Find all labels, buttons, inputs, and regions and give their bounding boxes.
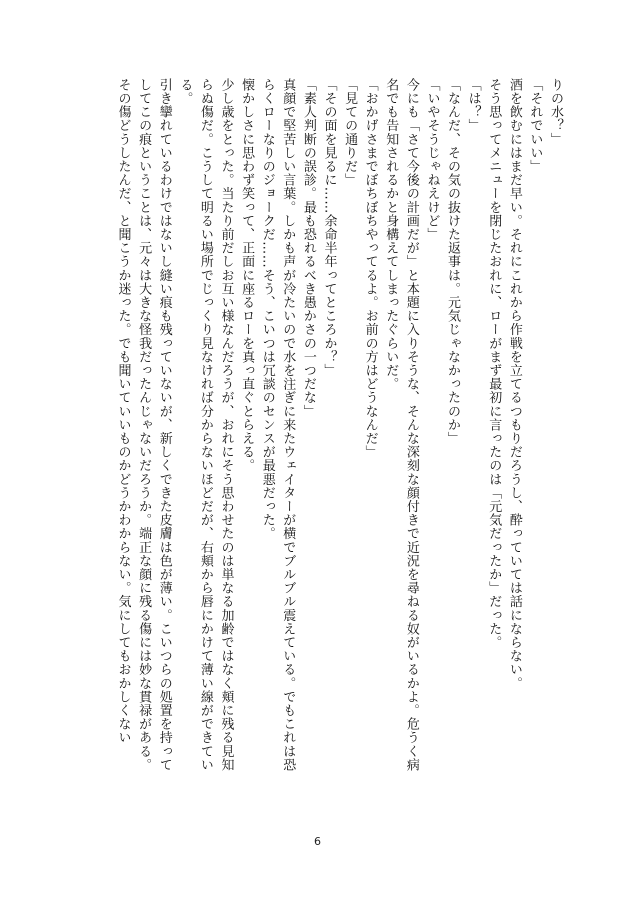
text-line: 「素人判断の誤診。最も恐れるべき愚かさの一つだな」 bbox=[300, 78, 316, 418]
text-line: りの水？」 bbox=[548, 78, 563, 146]
text-line: 「その面を見るに……余命半年ってところか？」 bbox=[321, 78, 337, 378]
text-line: 今にも「さて今後の計画だが」と本題に入りそうな、そんな深刻な顔付きで近況を尋ねる奴がいるかよ。危うく病名でも告知されるかと身構えてしまったぐらいだ。 bbox=[383, 78, 419, 772]
text-line: 「それでいい」 bbox=[527, 78, 543, 174]
text-line: 少し歳をとった。当たり前だしお互い様なんだろうが、おれにそう思わせたのは単なる加齢ではなく頬に残る見知らぬ傷だ。こうして明るい場所でじっくり見なければ分からないほどだが、右頬から唇にかけて薄い線ができている。 bbox=[177, 78, 234, 772]
text-line: 真顔で堅苦しい言葉。しかも声が冷たいので水を注ぎに来たウェイターが横でブルブル震えている。でもこれは恐らくローなりのジョークだ……そう、こいつは冗談のセンスが最悪だった。 bbox=[259, 78, 296, 772]
text-line: 懐かしさに思わず笑って、正面に座るローを真っ直ぐとらえる。 bbox=[239, 78, 255, 473]
text-line: 「見ての通りだ」 bbox=[342, 78, 358, 187]
text-line: そう思ってメニューを閉じたおれに、ローがまず最初に言ったのは「元気だったか」だった。 bbox=[486, 78, 502, 650]
text-line: 「なんだ、その気の抜けた返事は。元気じゃなかったのか」 bbox=[445, 78, 461, 446]
text-line: 酒を飲むにはまだ早い。それにこれから作戦を立てるつもりだろうし、酔っていては話にならない。 bbox=[506, 78, 522, 690]
text-line: 「は？」 bbox=[465, 78, 481, 133]
text-line: 引き攣れているわけではないし縫い痕も残っていないが、新しくできた皮膚は色が薄い。こいつらの処置を持ってしてこの痕ということは、元々は大きな怪我だったんじゃないだろうか。端正な顔に残る傷には妙な貫禄がある。 bbox=[136, 78, 172, 772]
text-line: 「いやそうじゃねえけど」 bbox=[424, 78, 440, 242]
text-line: その傷どうしたんだ、と聞こうか迷った。でも聞いていいものかどうかわからない。気にしてもおかしくない bbox=[115, 78, 131, 745]
text-line: 「おかげさまでぼちぼちやってるよ。お前の方はどうなんだ」 bbox=[362, 78, 378, 459]
page-number: 6 bbox=[314, 835, 321, 848]
vertical-text-body bbox=[112, 78, 565, 778]
